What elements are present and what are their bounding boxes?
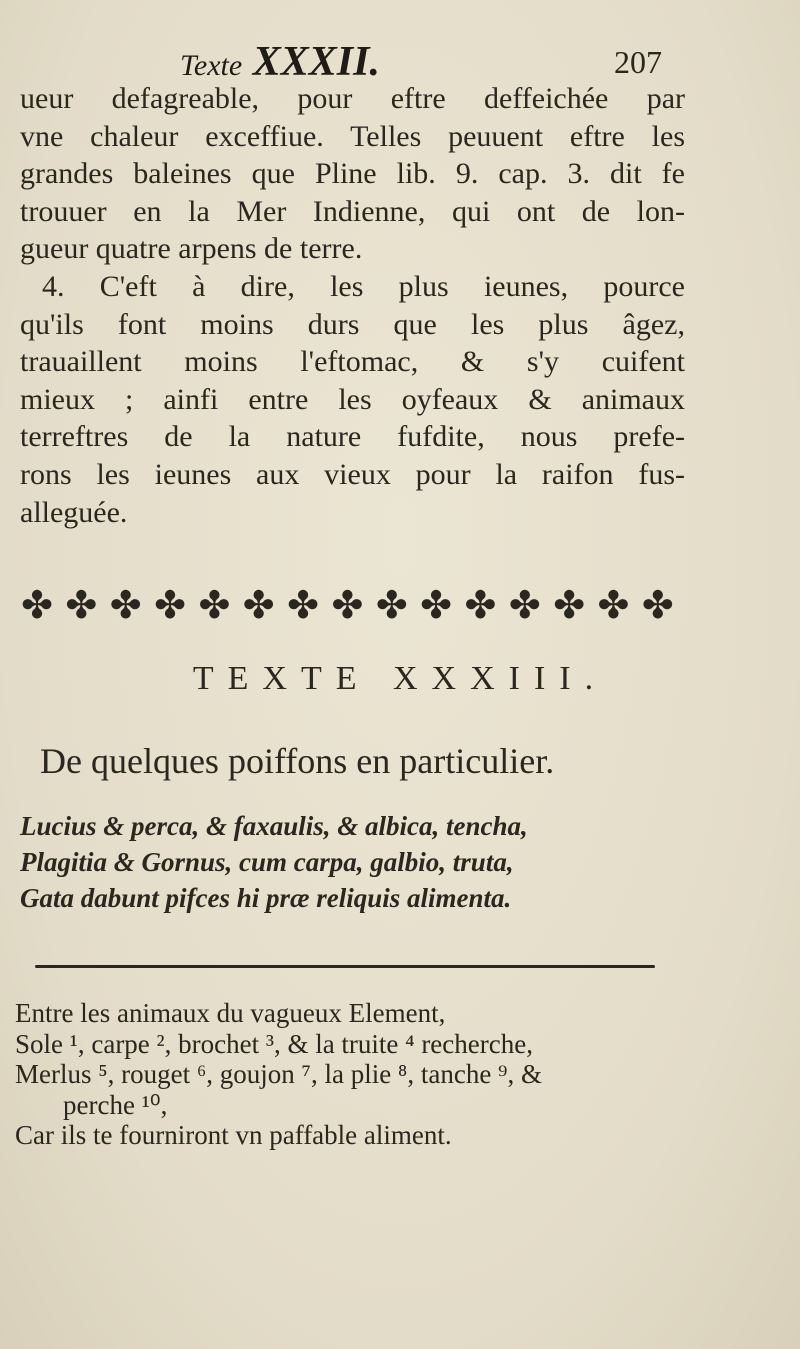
paragraph-1-line: grandes baleines que Pline lib. 9. cap. 3. dit fe bbox=[20, 157, 685, 191]
paragraph-2-line: trauaillent moins l'eftomac, & s'y cuifent bbox=[20, 345, 685, 379]
latin-verse-line: Plagitia & Gornus, cum carpa, galbio, truta, bbox=[20, 847, 514, 877]
paragraph-2-line: mieux ; ainfi entre les oyfeaux & animaux bbox=[20, 382, 685, 416]
french-verse-line: Car ils te fourniront vn paffable aliment. bbox=[15, 1120, 452, 1150]
running-head-title bbox=[180, 38, 380, 86]
french-verse bbox=[15, 998, 705, 1151]
section-heading: TEXTE XXXIII. bbox=[192, 660, 608, 697]
paragraph-2-line: qu'ils font moins durs que les plus âgez, bbox=[20, 307, 685, 341]
paragraph-1-line: trouuer en la Mer Indienne, qui ont de lon- bbox=[20, 194, 685, 228]
fleuron-icon: ✤ bbox=[109, 583, 142, 627]
page-number: 207 bbox=[614, 44, 662, 80]
french-verse-line: perche ¹⁰, bbox=[63, 1089, 168, 1120]
running-head-word: Texte bbox=[180, 49, 243, 82]
paragraph-1-line: vne chaleur exceffiue. Telles peuuent eftre les bbox=[20, 119, 685, 153]
french-verse-line: Merlus ⁵, rouget ⁶, goujon ⁷, la plie ⁸, tanche ⁹, & bbox=[15, 1059, 542, 1089]
fleuron-icon: ✤ bbox=[198, 583, 231, 627]
fleuron-icon: ✤ bbox=[508, 583, 541, 627]
running-head-number: XXXII. bbox=[252, 39, 380, 85]
latin-verse-line: Gata dabunt pifces hi præ reliquis alimenta. bbox=[20, 883, 512, 913]
fleuron-icon: ✤ bbox=[375, 583, 408, 627]
latin-verse bbox=[20, 808, 685, 916]
fleuron-ornament-row bbox=[15, 580, 680, 630]
paragraph-1-line: ueur defagreable, pour eftre deffeichée par bbox=[20, 82, 685, 115]
section-subtitle: De quelques poiffons en particulier. bbox=[40, 741, 555, 781]
body-text bbox=[20, 80, 685, 531]
paragraph-2-line: terreftres de la nature fufdite, nous prefe- bbox=[20, 420, 685, 454]
latin-verse-line: Lucius & perca, & faxaulis, & albica, tencha, bbox=[20, 811, 528, 841]
fleuron-icon: ✤ bbox=[641, 583, 674, 627]
paragraph-2-line: alleguée. bbox=[20, 495, 128, 529]
fleuron-icon: ✤ bbox=[242, 583, 275, 627]
fleuron-icon: ✤ bbox=[331, 583, 364, 627]
paragraph-2-line: rons les ieunes aux vieux pour la raifon fus- bbox=[20, 457, 685, 491]
fleuron-icon: ✤ bbox=[464, 583, 497, 627]
paragraph-1-line: gueur quatre arpens de terre. bbox=[20, 232, 363, 266]
fleuron-icon: ✤ bbox=[420, 583, 453, 627]
fleuron-icon: ✤ bbox=[65, 583, 98, 627]
fleuron-icon: ✤ bbox=[21, 583, 53, 627]
fleuron-icon: ✤ bbox=[553, 583, 586, 627]
horizontal-rule bbox=[35, 965, 655, 968]
paragraph-2-line: 4. C'eft à dire, les plus ieunes, pource bbox=[42, 269, 685, 303]
french-verse-line: Sole ¹, carpe ², brochet ³, & la truite ⁴ recherche, bbox=[15, 1028, 533, 1059]
fleuron-icon: ✤ bbox=[287, 583, 319, 627]
fleuron-icon: ✤ bbox=[154, 583, 186, 627]
fleuron-icon: ✤ bbox=[597, 583, 630, 627]
french-verse-line: Entre les animaux du vagueux Element, bbox=[15, 998, 446, 1028]
